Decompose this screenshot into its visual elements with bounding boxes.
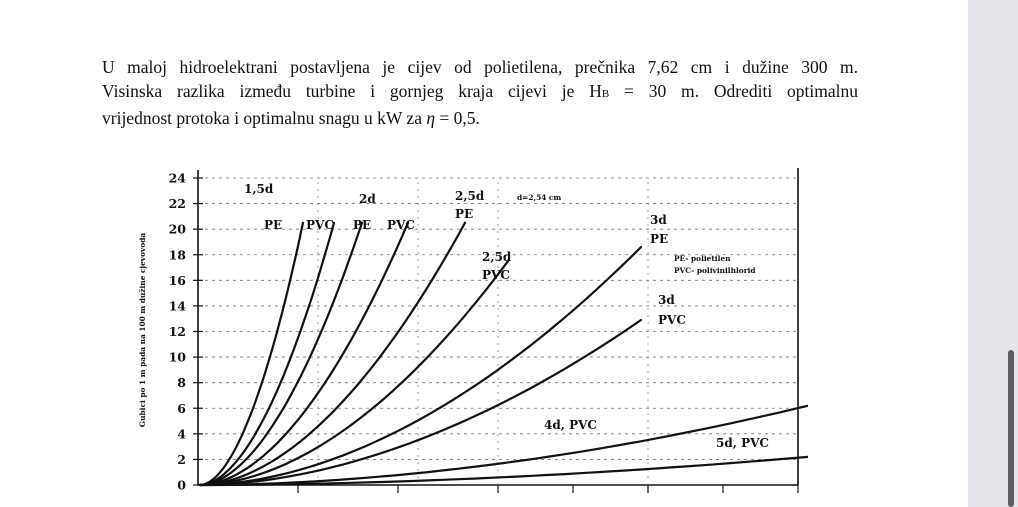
label-3d-pvc-b: PVC [658, 313, 686, 327]
label-1-5d: 1,5d [244, 182, 274, 196]
problem-line-2-b: = 30 m. Odrediti optimalnu [609, 81, 858, 101]
series-curve-2d-PVC [200, 223, 408, 485]
y-tick-label: 0 [177, 477, 186, 493]
problem-line-3-a: vrijednost protoka i optimalnu snagu u kW za [102, 108, 427, 128]
label-2-5d-pe-a: 2,5d [455, 189, 485, 203]
series-curve-1.5d-PVC [200, 223, 334, 485]
y-tick-label: 2 [177, 451, 186, 467]
label-2-5d-pe-b: PE [455, 207, 474, 221]
y-tick-label: 12 [168, 324, 186, 339]
series-curve-2d-PE [200, 223, 362, 485]
series-curve-2.5d-PE [200, 223, 465, 485]
label-2-5d-pvc-b: PVC [482, 268, 510, 282]
label-1-5d-pe: PE [264, 218, 283, 232]
h-subscript: B [601, 88, 610, 100]
y-tick-label: 10 [168, 349, 186, 365]
y-tick-label: 6 [177, 400, 186, 416]
scrollbar-thumb[interactable] [1008, 350, 1014, 507]
label-1-5d-pvc: PVC [306, 218, 334, 232]
legend-pe: PE- polietilen [674, 254, 731, 263]
head-loss-chart [108, 140, 808, 507]
y-axis-title: Gubici po 1 m pada na 100 m dužine cjevovoda [138, 232, 147, 428]
problem-line-3 [102, 106, 858, 130]
problem-line-1: U maloj hidroelektrani postavljena je cijev od polietilena, prečnika 7,62 cm i dužine 300 m. [102, 57, 858, 77]
label-3d-pe-a: 3d [650, 213, 667, 227]
problem-line-2 [102, 79, 858, 106]
scrollbar-track[interactable] [968, 0, 1018, 507]
label-4d-pvc: 4d, PVC [544, 418, 597, 432]
label-2d: 2d [359, 192, 376, 206]
chart-svg [108, 140, 808, 507]
label-3d-pe-b: PE [650, 232, 669, 246]
legend-pvc: PVC- polivinilhlorid [674, 266, 756, 275]
grid [198, 178, 798, 485]
series-curve-1.5d-PE [200, 223, 303, 485]
eta-symbol: η [426, 108, 436, 128]
y-tick-label: 20 [168, 221, 186, 237]
label-5d-pvc: 5d, PVC [716, 436, 769, 450]
y-tick-label: 24 [168, 170, 186, 186]
y-tick-label: 4 [177, 426, 186, 442]
problem-text [102, 55, 858, 130]
diameter-note: d=2,54 cm [517, 193, 562, 202]
label-3d-pvc-a: 3d [658, 293, 675, 307]
y-tick-label: 18 [168, 247, 186, 263]
label-2-5d-pvc-a: 2,5d [482, 250, 512, 264]
y-tick-label: 16 [168, 272, 186, 288]
y-tick-label: 14 [168, 298, 186, 314]
problem-line-3-b: = 0,5. [435, 108, 480, 128]
y-tick-label: 8 [177, 375, 186, 391]
series-curve-3d-PVC [200, 320, 641, 485]
y-tick-label: 22 [168, 196, 186, 212]
label-2d-pvc: PVC [387, 218, 415, 232]
problem-line-2-a: Visinska razlika između turbine i gornjeg kraja cijevi je H [102, 81, 602, 101]
label-2d-pe: PE [353, 218, 372, 232]
